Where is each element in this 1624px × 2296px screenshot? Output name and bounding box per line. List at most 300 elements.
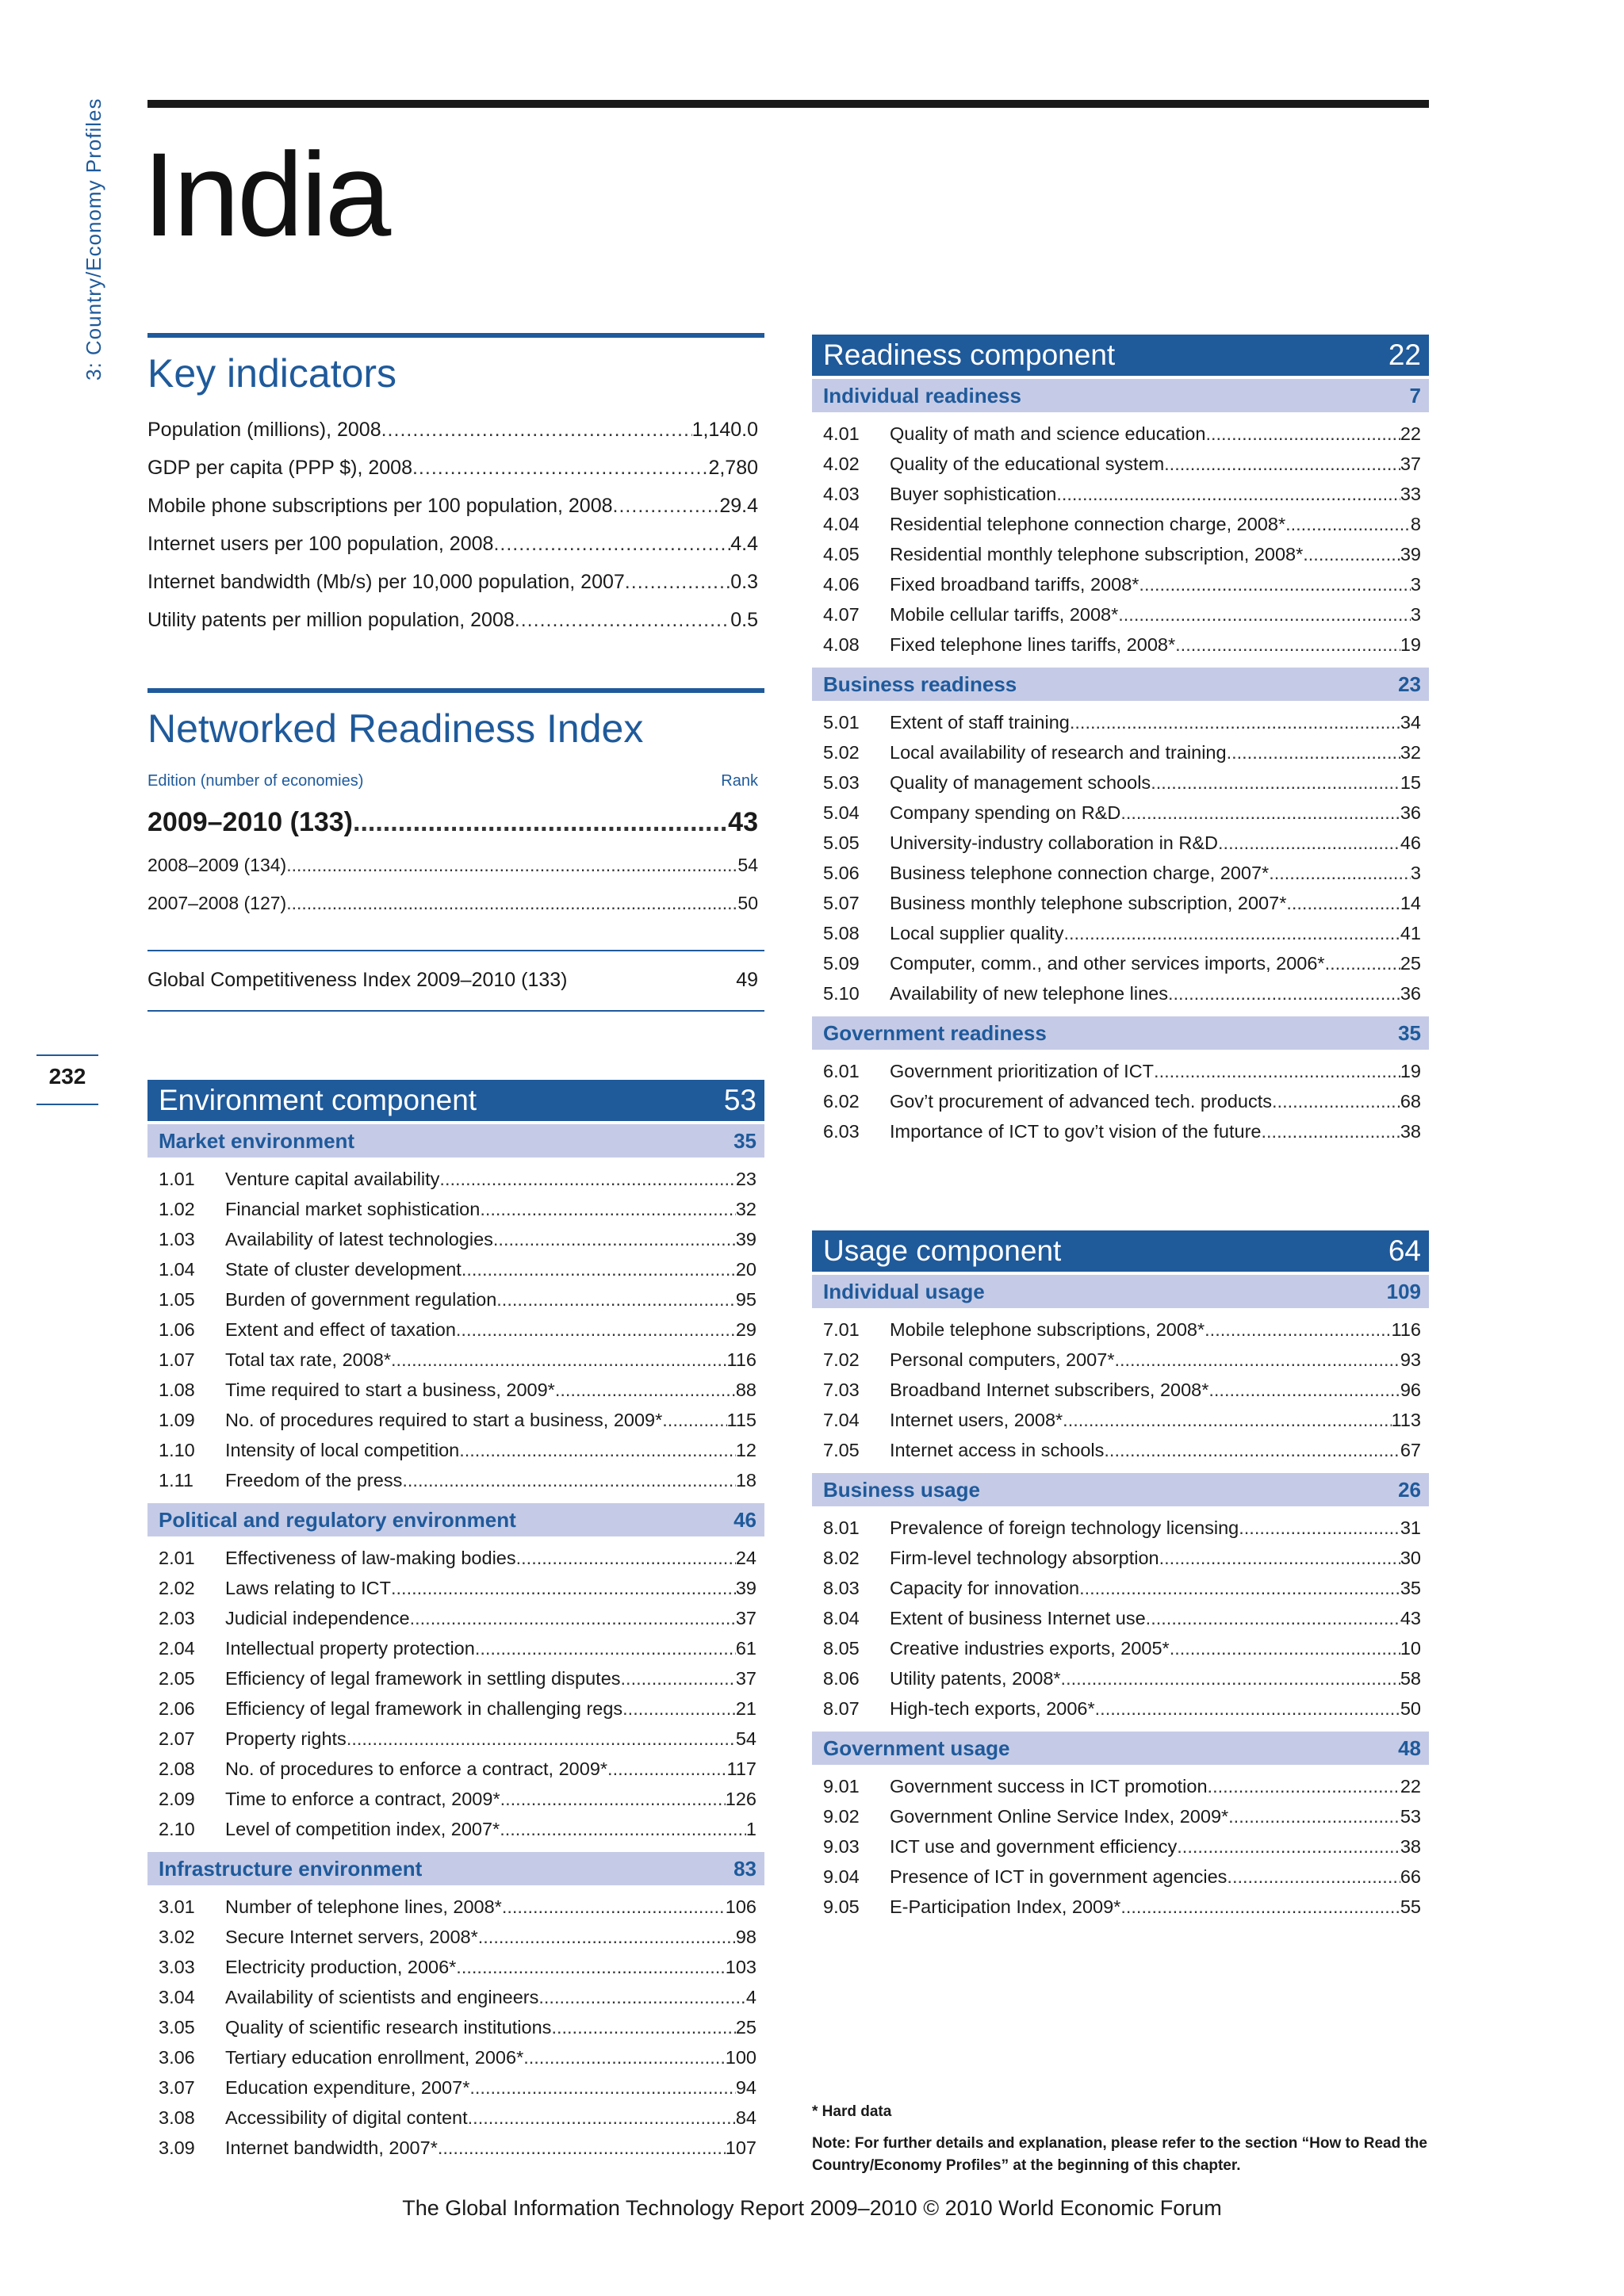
indicator-row — [812, 858, 1429, 888]
leader-dots — [1177, 1831, 1400, 1862]
leader-dots — [493, 525, 730, 563]
leader-dots — [1303, 539, 1400, 569]
indicator-label: Fixed telephone lines tariffs, 2008* — [890, 634, 1176, 655]
indicator-label: Quality of scientific research institutions — [225, 2017, 552, 2038]
indicator-label: Number of telephone lines, 2008* — [225, 1896, 502, 1917]
top-rule — [147, 100, 1429, 108]
indicator-rank: 117 — [726, 1758, 756, 1779]
indicator-row — [812, 978, 1429, 1008]
indicator-code: 6.03 — [823, 1121, 860, 1142]
indicator-rank: 4 — [745, 1987, 756, 2007]
indicator-row — [812, 737, 1429, 767]
indicator-label: Internet access in schools — [890, 1440, 1105, 1460]
indicator-code: 1.02 — [159, 1199, 195, 1219]
indicator-rank: 88 — [735, 1380, 756, 1400]
leader-dots — [1227, 1862, 1400, 1892]
indicator-code: 2.10 — [159, 1819, 195, 1839]
indicator-row — [812, 1573, 1429, 1603]
indicator-code: 8.06 — [823, 1668, 860, 1689]
leader-dots — [1146, 1603, 1400, 1633]
leader-dots — [1079, 1573, 1400, 1603]
indicator-label: Local availability of research and training — [890, 742, 1227, 763]
key-indicator-value: 0.3 — [730, 571, 758, 593]
indicator-code: 7.05 — [823, 1440, 860, 1460]
indicator-label: Mobile cellular tariffs, 2008* — [890, 604, 1119, 625]
subcomponent-rank: 23 — [1398, 672, 1421, 696]
key-indicator-row — [147, 563, 758, 601]
subcomponent-title: Government readiness — [823, 1020, 1047, 1045]
leader-dots — [1285, 509, 1411, 539]
indicator-row — [812, 1633, 1429, 1663]
indicator-row — [147, 2042, 764, 2072]
indicator-row — [147, 1435, 764, 1465]
indicator-code: 5.10 — [823, 983, 860, 1004]
leader-dots — [1056, 479, 1400, 509]
indicator-label: Burden of government regulation — [225, 1289, 497, 1310]
leader-dots — [555, 1375, 736, 1405]
indicator-code: 8.04 — [823, 1608, 860, 1628]
indicator-row — [147, 1693, 764, 1724]
nri-rule — [147, 688, 764, 693]
leader-dots — [456, 1314, 736, 1345]
indicator-code: 1.05 — [159, 1289, 195, 1310]
indicator-code: 2.05 — [159, 1668, 195, 1689]
indicator-rank: 3 — [1410, 574, 1421, 595]
indicator-code: 9.02 — [823, 1806, 860, 1827]
indicator-rank: 37 — [1400, 453, 1421, 474]
indicator-label: No. of procedures required to start a business, 2009* — [225, 1410, 663, 1430]
indicator-code: 4.05 — [823, 544, 860, 564]
subcomponent-header — [812, 1275, 1429, 1308]
gci-label: Global Competitiveness Index 2009–2010 (133) — [147, 969, 568, 991]
indicator-rank: 1 — [745, 1819, 756, 1839]
leader-dots — [439, 1164, 735, 1194]
indicator-rank: 12 — [735, 1440, 756, 1460]
indicator-label: Time to enforce a contract, 2009* — [225, 1789, 500, 1809]
leader-dots — [1120, 798, 1400, 828]
indicator-label: Extent of business Internet use — [890, 1608, 1146, 1628]
leader-dots — [538, 1982, 746, 2012]
indicator-row — [812, 1375, 1429, 1405]
indicator-row — [147, 1922, 764, 1952]
leader-dots — [1239, 1513, 1400, 1543]
indicator-code: 5.02 — [823, 742, 860, 763]
leader-dots — [438, 2133, 726, 2163]
key-indicator-value: 1,140.0 — [691, 419, 758, 441]
leader-dots — [523, 2042, 726, 2072]
indicator-label: Gov’t procurement of advanced tech. products — [890, 1091, 1273, 1112]
section-side-label: 3: Country/Economy Profiles — [82, 98, 105, 381]
indicator-label: Time required to start a business, 2009* — [225, 1380, 555, 1400]
nri-main-row — [147, 807, 758, 838]
indicator-code: 8.01 — [823, 1517, 860, 1538]
key-indicator-label: Internet users per 100 population, 2008 — [147, 533, 494, 555]
indicator-code: 5.06 — [823, 863, 860, 883]
indicator-label: Creative industries exports, 2005* — [890, 1638, 1170, 1659]
key-indicator-value: 29.4 — [719, 495, 758, 517]
subcomponent-header — [812, 668, 1429, 701]
indicator-label: State of cluster development — [225, 1259, 462, 1280]
leader-dots — [1325, 948, 1400, 978]
leader-dots — [500, 1784, 726, 1814]
key-indicators-title: Key indicators — [147, 351, 397, 396]
indicator-label: Freedom of the press — [225, 1470, 403, 1490]
indicator-row — [147, 1405, 764, 1435]
leader-dots — [625, 563, 730, 601]
leader-dots — [475, 1633, 736, 1663]
indicator-rank: 46 — [1400, 832, 1421, 853]
indicator-rank: 93 — [1400, 1349, 1421, 1370]
indicator-label: Secure Internet servers, 2008* — [225, 1927, 478, 1947]
indicator-rank: 94 — [735, 2077, 756, 2098]
subcomponent-header — [812, 1016, 1429, 1050]
leader-dots — [1205, 419, 1400, 449]
key-indicator-row — [147, 487, 758, 525]
indicator-rank: 54 — [735, 1728, 756, 1749]
indicator-label: Availability of new telephone lines — [890, 983, 1168, 1004]
indicator-row — [812, 1056, 1429, 1086]
indicator-code: 9.03 — [823, 1836, 860, 1857]
indicator-label: ICT use and government efficiency — [890, 1836, 1178, 1857]
indicator-label: Firm-level technology absorption — [890, 1548, 1159, 1568]
nri-history-row — [147, 855, 758, 876]
nri-main-value: 43 — [728, 807, 758, 837]
indicator-rank: 22 — [1400, 423, 1421, 444]
subcomponent-rank: 7 — [1409, 383, 1421, 408]
indicator-label: Government prioritization of ICT — [890, 1061, 1155, 1081]
gci-rule-bottom — [147, 1010, 764, 1012]
indicator-label: Utility patents, 2008* — [890, 1668, 1061, 1689]
leader-dots — [1228, 1801, 1400, 1831]
indicator-rank: 39 — [735, 1229, 756, 1249]
indicator-rank: 24 — [735, 1548, 756, 1568]
indicator-row — [812, 629, 1429, 660]
usage-component-header — [812, 1230, 1429, 1272]
component-title: Readiness component — [823, 339, 1116, 371]
indicator-row — [812, 479, 1429, 509]
indicator-rank: 23 — [735, 1169, 756, 1189]
indicator-label: Quality of management schools — [890, 772, 1151, 793]
indicator-code: 2.03 — [159, 1608, 195, 1628]
indicator-row — [147, 1633, 764, 1663]
indicator-rank: 39 — [1400, 544, 1421, 564]
explanation-note: Note: For further details and explanation, please refer to the section “How to Read the Country/Economy Profiles” at the beginning of this chapter. — [812, 2135, 1427, 2174]
indicator-code: 3.07 — [159, 2077, 195, 2098]
indicator-rank: 37 — [735, 1608, 756, 1628]
leader-dots — [1168, 978, 1400, 1008]
indicator-code: 1.03 — [159, 1229, 195, 1249]
leader-dots — [1114, 1345, 1400, 1375]
indicator-row — [147, 2133, 764, 2163]
leader-dots — [1208, 1375, 1400, 1405]
indicator-row — [147, 2103, 764, 2133]
key-indicator-row — [147, 411, 758, 449]
indicator-row — [812, 1116, 1429, 1146]
indicator-row — [147, 2072, 764, 2103]
indicator-label: High-tech exports, 2006* — [890, 1698, 1095, 1719]
indicator-rank: 19 — [1400, 1061, 1421, 1081]
indicator-row — [147, 1784, 764, 1814]
indicator-label: Company spending on R&D — [890, 802, 1121, 823]
leader-dots — [502, 1892, 726, 1922]
indicator-rank: 61 — [735, 1638, 756, 1659]
leader-dots — [621, 1663, 736, 1693]
indicator-label: Mobile telephone subscriptions, 2008* — [890, 1319, 1205, 1340]
key-indicator-label: Utility patents per million population, 2008 — [147, 609, 515, 631]
indicator-rank: 98 — [735, 1927, 756, 1947]
indicator-rank: 21 — [735, 1698, 756, 1719]
indicator-label: Efficiency of legal framework in challenging regs — [225, 1698, 623, 1719]
indicator-row — [147, 1573, 764, 1603]
indicator-rank: 107 — [725, 2137, 756, 2158]
subcomponent-rank: 109 — [1386, 1279, 1421, 1303]
leader-dots — [1227, 737, 1400, 767]
indicator-rank: 68 — [1400, 1091, 1421, 1112]
indicator-label: Availability of scientists and engineers — [225, 1987, 539, 2007]
indicator-code: 3.09 — [159, 2137, 195, 2158]
indicator-label: Business telephone connection charge, 2007* — [890, 863, 1270, 883]
leader-dots — [1095, 1693, 1400, 1724]
indicator-rank: 8 — [1410, 514, 1421, 534]
leader-dots — [1272, 1086, 1400, 1116]
indicator-rank: 29 — [735, 1319, 756, 1340]
indicator-row — [812, 1603, 1429, 1633]
indicator-rank: 19 — [1400, 634, 1421, 655]
indicator-label: Business monthly telephone subscription, 2007* — [890, 893, 1287, 913]
nri-title: Networked Readiness Index — [147, 706, 644, 751]
indicator-row — [147, 1254, 764, 1284]
subcomponent-title: Market environment — [159, 1128, 355, 1153]
indicator-row — [812, 1831, 1429, 1862]
subcomponent-title: Business readiness — [823, 672, 1017, 696]
indicator-rank: 84 — [735, 2107, 756, 2128]
indicator-label: Personal computers, 2007* — [890, 1349, 1115, 1370]
key-indicator-label: Population (millions), 2008 — [147, 419, 381, 441]
page-number-rule-top — [36, 1054, 98, 1056]
indicator-rank: 32 — [735, 1199, 756, 1219]
hard-data-note: * Hard data — [812, 2103, 892, 2120]
indicator-rank: 67 — [1400, 1440, 1421, 1460]
leader-dots — [1120, 1892, 1400, 1922]
indicator-rank: 100 — [725, 2047, 756, 2068]
indicator-row — [812, 569, 1429, 599]
indicator-code: 2.06 — [159, 1698, 195, 1719]
leader-dots — [662, 1405, 726, 1435]
subcomponent-title: Individual usage — [823, 1279, 985, 1303]
indicator-label: Residential telephone connection charge, 2008* — [890, 514, 1286, 534]
indicator-label: Intellectual property protection — [225, 1638, 475, 1659]
indicator-label: Financial market sophistication — [225, 1199, 481, 1219]
indicator-row — [812, 1086, 1429, 1116]
indicator-row — [147, 1543, 764, 1573]
indicator-rank: 41 — [1400, 923, 1421, 943]
leader-dots — [462, 1254, 736, 1284]
indicator-row — [147, 1603, 764, 1633]
indicator-row — [812, 918, 1429, 948]
leader-dots — [459, 1435, 736, 1465]
indicator-rank: 58 — [1400, 1668, 1421, 1689]
key-indicator-row — [147, 601, 758, 639]
leader-dots — [622, 1693, 736, 1724]
indicator-row — [812, 1345, 1429, 1375]
page-number: 232 — [48, 1064, 86, 1089]
indicator-code: 4.08 — [823, 634, 860, 655]
leader-dots — [1070, 707, 1400, 737]
leader-dots — [1262, 1116, 1400, 1146]
subcomponent-rank: 26 — [1398, 1477, 1421, 1502]
nri-history-row — [147, 893, 758, 914]
indicator-row — [812, 1771, 1429, 1801]
indicator-code: 9.01 — [823, 1776, 860, 1797]
indicator-rank: 34 — [1400, 712, 1421, 733]
indicator-rank: 116 — [1391, 1319, 1421, 1340]
indicator-rank: 66 — [1400, 1866, 1421, 1887]
indicator-label: University-industry collaboration in R&D — [890, 832, 1219, 853]
leader-dots — [1164, 449, 1400, 479]
indicator-rank: 113 — [1391, 1410, 1421, 1430]
leader-dots — [1061, 1663, 1400, 1693]
leader-dots — [286, 855, 737, 876]
key-indicator-row — [147, 449, 758, 487]
page-footer: The Global Information Technology Report 2009–2010 © 2010 World Economic Forum — [402, 2196, 1222, 2220]
indicator-row — [147, 1465, 764, 1495]
leader-dots — [516, 1543, 736, 1573]
indicator-rank: 115 — [726, 1410, 756, 1430]
indicator-rank: 38 — [1400, 1836, 1421, 1857]
indicator-rank: 3 — [1410, 863, 1421, 883]
leader-dots — [1205, 1314, 1391, 1345]
indicator-rank: 3 — [1410, 604, 1421, 625]
indicator-code: 5.08 — [823, 923, 860, 943]
indicator-code: 1.01 — [159, 1169, 195, 1189]
indicator-code: 4.06 — [823, 574, 860, 595]
indicator-rank: 14 — [1400, 893, 1421, 913]
leader-dots — [1063, 918, 1400, 948]
indicator-rank: 32 — [1400, 742, 1421, 763]
leader-dots — [480, 1194, 736, 1224]
indicator-rank: 10 — [1400, 1638, 1421, 1659]
environment-component-header — [147, 1080, 764, 1121]
indicator-rank: 30 — [1400, 1548, 1421, 1568]
gci-rule-top — [147, 950, 764, 951]
leader-dots — [515, 601, 730, 639]
indicator-rank: 43 — [1400, 1608, 1421, 1628]
indicator-row — [812, 419, 1429, 449]
leader-dots — [456, 1952, 725, 1982]
indicator-code: 3.02 — [159, 1927, 195, 1947]
indicator-code: 8.02 — [823, 1548, 860, 1568]
indicator-rank: 38 — [1400, 1121, 1421, 1142]
indicator-row — [812, 1862, 1429, 1892]
leader-dots — [1104, 1435, 1400, 1465]
indicator-row — [812, 798, 1429, 828]
leader-dots — [496, 1284, 736, 1314]
indicator-code: 3.05 — [159, 2017, 195, 2038]
indicator-label: Intensity of local competition — [225, 1440, 460, 1460]
indicator-rank: 106 — [725, 1896, 756, 1917]
indicator-code: 4.01 — [823, 423, 860, 444]
indicator-row — [812, 1435, 1429, 1465]
indicator-row — [812, 449, 1429, 479]
indicator-rank: 103 — [725, 1957, 756, 1977]
indicator-rank: 22 — [1400, 1776, 1421, 1797]
leader-dots — [1151, 767, 1400, 798]
indicator-rank: 39 — [735, 1578, 756, 1598]
subcomponent-rank: 83 — [733, 1856, 756, 1881]
indicator-rank: 95 — [735, 1289, 756, 1310]
component-rank: 22 — [1388, 339, 1421, 371]
indicator-row — [812, 1693, 1429, 1724]
indicator-label: Availability of latest technologies — [225, 1229, 493, 1249]
indicator-label: Extent and effect of taxation — [225, 1319, 456, 1340]
indicator-row — [147, 1663, 764, 1693]
indicator-row — [147, 2012, 764, 2042]
indicator-rank: 31 — [1400, 1517, 1421, 1538]
indicator-rank: 15 — [1400, 772, 1421, 793]
indicator-rank: 53 — [1400, 1806, 1421, 1827]
indicator-code: 5.05 — [823, 832, 860, 853]
country-title: India — [143, 128, 389, 261]
indicator-row — [147, 1194, 764, 1224]
indicator-row — [812, 1405, 1429, 1435]
indicator-label: Local supplier quality — [890, 923, 1064, 943]
leader-dots — [412, 449, 708, 487]
indicator-label: Government Online Service Index, 2009* — [890, 1806, 1229, 1827]
indicator-code: 8.05 — [823, 1638, 860, 1659]
key-indicator-label: Mobile phone subscriptions per 100 population, 2008 — [147, 495, 613, 517]
leader-dots — [391, 1345, 727, 1375]
indicator-row — [147, 1345, 764, 1375]
key-indicator-value: 2,780 — [708, 457, 758, 479]
indicator-row — [147, 1952, 764, 1982]
indicator-label: Importance of ICT to gov’t vision of the future — [890, 1121, 1262, 1142]
indicator-row — [147, 1224, 764, 1254]
nri-edition: 2007–2008 (127) — [147, 893, 287, 913]
indicator-label: Property rights — [225, 1728, 347, 1749]
indicator-rank: 33 — [1400, 484, 1421, 504]
leader-dots — [1139, 569, 1411, 599]
key-indicator-value: 4.4 — [730, 533, 758, 555]
indicator-rank: 25 — [1400, 953, 1421, 974]
indicator-row — [812, 828, 1429, 858]
readiness-component-header — [812, 335, 1429, 376]
indicator-code: 3.01 — [159, 1896, 195, 1917]
indicator-label: Quality of the educational system — [890, 453, 1165, 474]
indicator-label: Extent of staff training — [890, 712, 1070, 733]
nri-rank: 54 — [737, 855, 758, 875]
indicator-row — [147, 1814, 764, 1844]
gci-row — [147, 969, 758, 992]
indicator-row — [812, 539, 1429, 569]
indicator-rank: 35 — [1400, 1578, 1421, 1598]
indicator-code: 6.01 — [823, 1061, 860, 1081]
subcomponent-title: Individual readiness — [823, 383, 1021, 408]
indicator-row — [812, 1801, 1429, 1831]
subcomponent-header — [147, 1124, 764, 1158]
indicator-label: E-Participation Index, 2009* — [890, 1896, 1121, 1917]
indicator-label: Prevalence of foreign technology licensing — [890, 1517, 1239, 1538]
indicator-code: 1.07 — [159, 1349, 195, 1370]
indicator-label: Efficiency of legal framework in settling disputes — [225, 1668, 621, 1689]
leader-dots — [478, 1922, 736, 1952]
leader-dots — [1118, 599, 1411, 629]
indicator-code: 5.01 — [823, 712, 860, 733]
nri-rank-label: Rank — [721, 772, 758, 790]
subcomponent-rank: 35 — [733, 1128, 756, 1153]
nri-main-label: 2009–2010 (133) — [147, 807, 354, 837]
indicator-code: 9.05 — [823, 1896, 860, 1917]
key-indicator-row — [147, 525, 758, 563]
